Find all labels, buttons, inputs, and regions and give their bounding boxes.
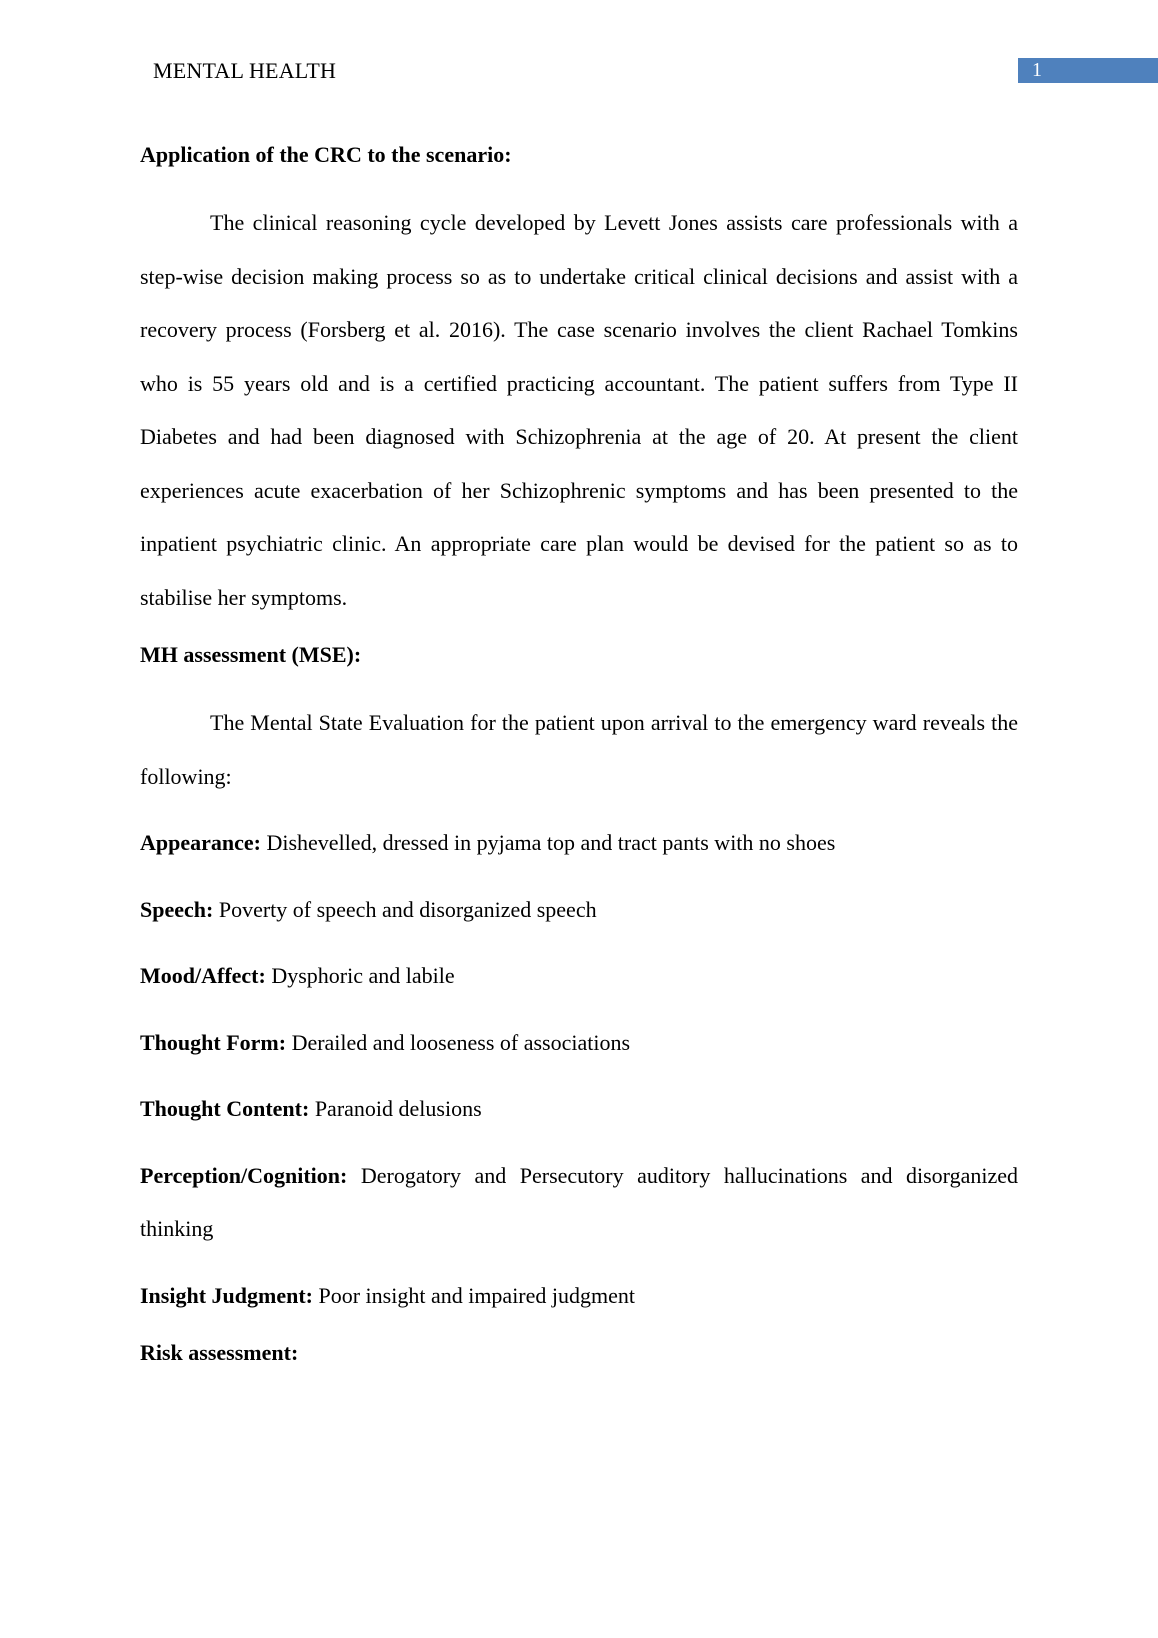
section-heading-mse: MH assessment (MSE): — [140, 642, 362, 667]
running-head: MENTAL HEALTH — [153, 58, 337, 83]
field-label: Speech: — [140, 896, 214, 922]
mse-field-thought-form — [140, 1016, 1018, 1070]
mse-field-insight-judgment — [140, 1269, 1018, 1323]
field-label: Mood/Affect: — [140, 963, 266, 988]
crc-paragraph: The clinical reasoning cycle developed by Levett Jones assists care professionals with a step-wise decision making process so as to undertake critical clinical decisions and assist with a recovery process (Forsberg et al. 2016). The case scenario involves the client Rachael Tomkins who is 55 years old and is a certified practicing accountant. The patient suffers from Type II Diabetes and had been diagnosed with Schizophrenia at the age of 20. At present the client experiences acute exacerbation of her Schizophrenic symptoms and has been presented to the inpatient psychiatric clinic. An appropriate care plan would be devised for the patient so as to stabilise her symptoms. — [140, 210, 1018, 610]
field-label: Insight Judgment: — [140, 1282, 313, 1308]
mse-field-appearance — [140, 816, 1018, 870]
field-label: Thought Form: — [140, 1029, 287, 1055]
field-value: Dysphoric and labile — [271, 963, 455, 988]
field-value: Poor insight and impaired judgment — [318, 1282, 636, 1308]
mse-intro-paragraph: The Mental State Evaluation for the patient upon arrival to the emergency ward reveals the following: — [140, 710, 1018, 789]
mse-field-thought-content — [140, 1082, 1018, 1136]
field-label: Appearance: — [140, 830, 261, 855]
section-heading-risk: Risk assessment: — [140, 1340, 299, 1365]
field-value: Derailed and looseness of associations — [291, 1029, 631, 1055]
mse-field-perception-cognition — [140, 1149, 1018, 1256]
field-value: Dishevelled, dressed in pyjama top and tract pants with no shoes — [266, 830, 836, 855]
field-value: Derogatory and Persecutory auditory hallucinations and disorganized thinking — [140, 1162, 1019, 1241]
field-value: Poverty of speech and disorganized speech — [218, 896, 597, 922]
page-number: 1 — [1018, 58, 1158, 83]
mse-field-speech — [140, 883, 1018, 937]
document-body — [140, 137, 1018, 1371]
mse-field-mood-affect — [140, 949, 1018, 1003]
section-heading-crc: Application of the CRC to the scenario: — [140, 142, 512, 167]
field-value: Paranoid delusions — [314, 1096, 482, 1121]
field-label: Perception/Cognition: — [140, 1162, 348, 1188]
field-label: Thought Content: — [140, 1096, 310, 1121]
